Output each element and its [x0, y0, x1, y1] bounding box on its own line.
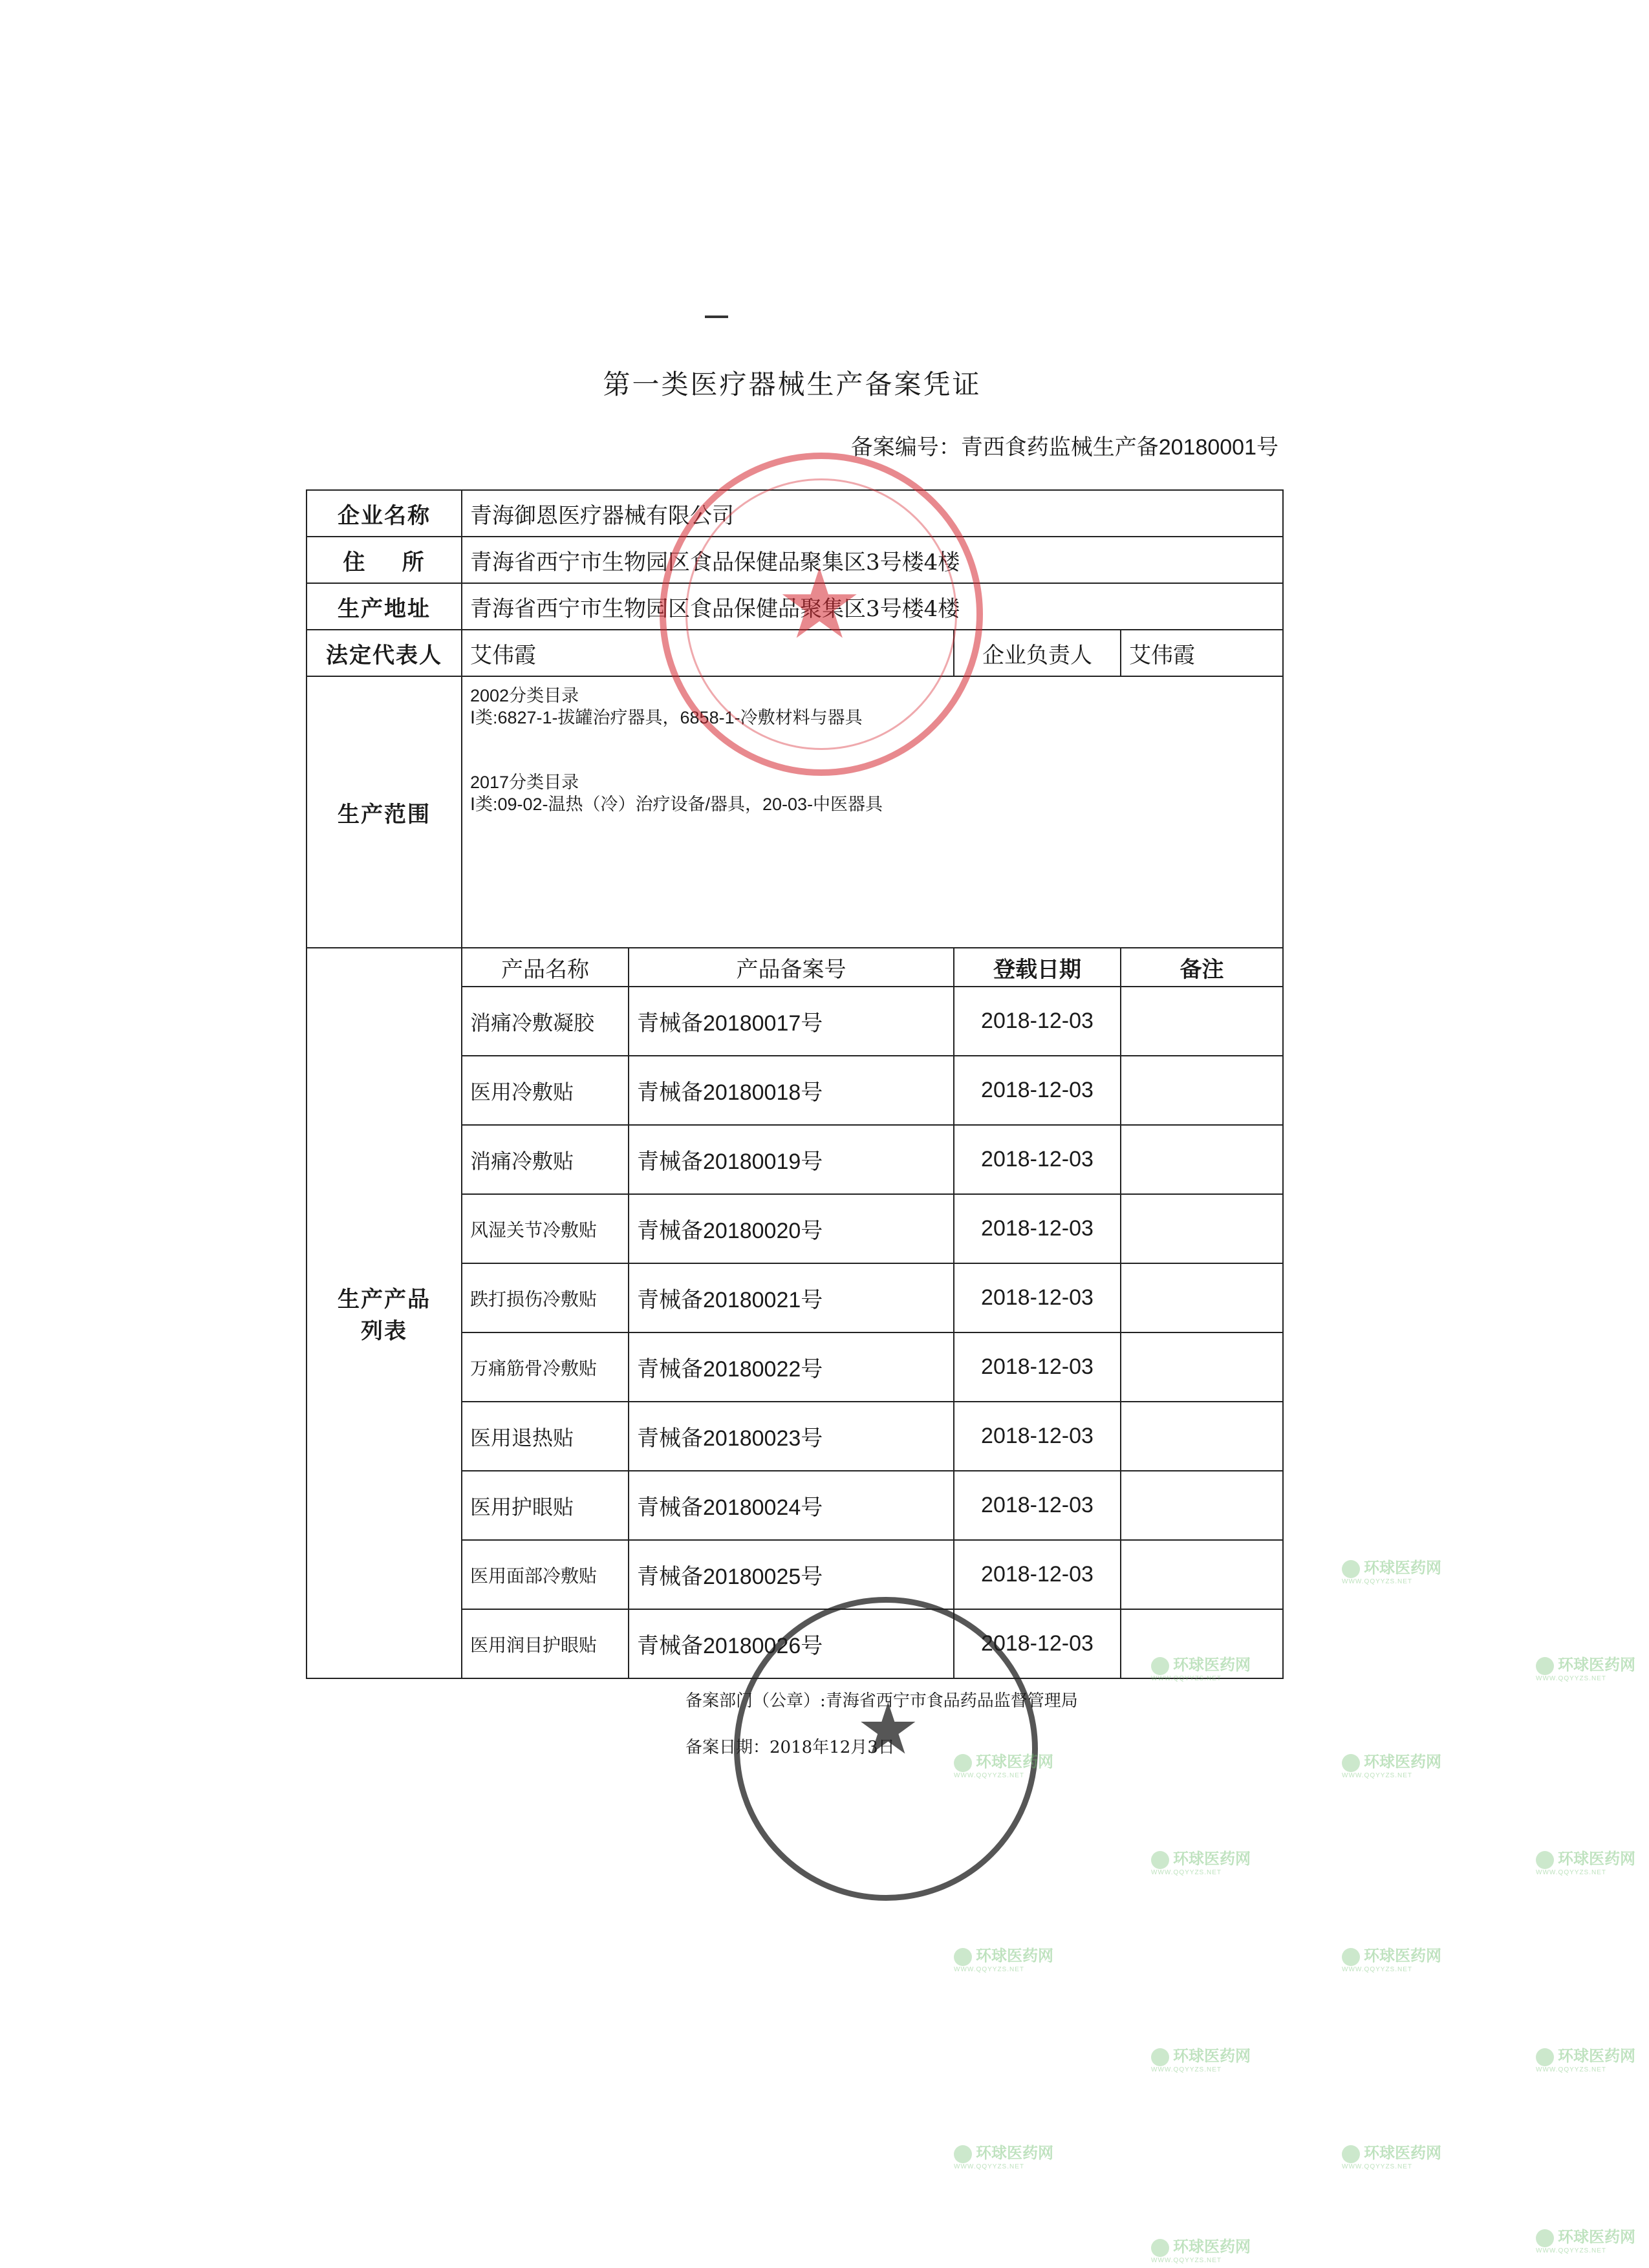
- product-record-number: 青械备20180021号: [629, 1263, 954, 1332]
- watermark-logo: 环球医药网 WWW.QQYYZS.NET: [1151, 1656, 1251, 1682]
- product-record-number: 青械备20180017号: [629, 987, 954, 1056]
- watermark-logo: 环球医药网 WWW.QQYYZS.NET: [1342, 2145, 1441, 2170]
- header-remark: 备注: [1121, 948, 1283, 987]
- product-record-number: 青械备20180020号: [629, 1194, 954, 1263]
- filing-department: 备案部门（公章）:青海省西宁市食品药品监督管理局: [685, 1691, 1078, 1711]
- product-date: 2018-12-03: [954, 987, 1121, 1056]
- product-name: 跌打损伤冷敷贴: [462, 1263, 629, 1332]
- representative-row: [307, 630, 1283, 676]
- principal-label: 企业负责人: [954, 630, 1121, 676]
- product-remark: [1121, 1471, 1283, 1540]
- scope-items-2002: Ⅰ类:6827-1-拔罐治疗器具，6858-1-冷敷材料与器具: [470, 708, 863, 727]
- company-value: 青海御恩医疗器械有限公司: [462, 490, 1283, 537]
- product-record-number: 青械备20180025号: [629, 1540, 954, 1609]
- product-date: 2018-12-03: [954, 1263, 1121, 1332]
- product-date: 2018-12-03: [954, 1332, 1121, 1402]
- product-remark: [1121, 1540, 1283, 1609]
- watermark-logo: 环球医药网 WWW.QQYYZS.NET: [954, 2145, 1053, 2170]
- watermark-logo: 环球医药网 WWW.QQYYZS.NET: [1151, 2238, 1251, 2264]
- production-site-row: [307, 583, 1283, 630]
- registration-table: [306, 489, 1284, 1679]
- product-remark: [1121, 1332, 1283, 1402]
- watermark-logo: 环球医药网 WWW.QQYYZS.NET: [1536, 2229, 1635, 2254]
- watermark-logo: 环球医药网 WWW.QQYYZS.NET: [954, 1947, 1053, 1973]
- product-name: 医用润目护眼贴: [462, 1609, 629, 1678]
- product-remark: [1121, 1402, 1283, 1471]
- watermark-logo: 环球医药网 WWW.QQYYZS.NET: [1536, 1656, 1635, 1682]
- watermark-logo: 环球医药网 WWW.QQYYZS.NET: [1342, 1753, 1441, 1779]
- product-remark: [1121, 1263, 1283, 1332]
- products-label-line1: 生产产品: [338, 1287, 431, 1312]
- scope-label: 生产范围: [307, 676, 462, 948]
- watermark-logo: 环球医药网 WWW.QQYYZS.NET: [954, 1753, 1053, 1779]
- record-number-line: [851, 429, 1278, 461]
- record-number-label: 备案编号：: [850, 434, 961, 460]
- scope-row: [307, 676, 1283, 948]
- product-record-number: 青械备20180022号: [629, 1332, 954, 1402]
- scope-catalog-2002: 2002分类目录: [470, 686, 579, 705]
- product-date: 2018-12-03: [954, 1402, 1121, 1471]
- product-record-number: 青械备20180026号: [629, 1609, 954, 1678]
- products-label: [307, 948, 462, 1678]
- watermark-logo: 环球医药网 WWW.QQYYZS.NET: [1536, 2048, 1635, 2073]
- document-title: 第一类医疗器械生产备案凭证: [603, 369, 982, 400]
- header-record-number: 产品备案号: [629, 948, 954, 987]
- product-remark: [1121, 1056, 1283, 1125]
- address-row: [307, 537, 1283, 583]
- products-label-line2: 列表: [361, 1318, 407, 1344]
- legal-rep-label: 法定代表人: [307, 630, 462, 676]
- watermark-logo: 环球医药网 WWW.QQYYZS.NET: [1342, 1559, 1441, 1585]
- scope-catalog-2017: 2017分类目录: [470, 773, 579, 792]
- address-value: 青海省西宁市生物园区食品保健品聚集区3号楼4楼: [462, 537, 1283, 583]
- product-record-number: 青械备20180023号: [629, 1402, 954, 1471]
- principal-value: 艾伟霞: [1121, 630, 1283, 676]
- company-row: [307, 490, 1283, 537]
- product-record-number: 青械备20180019号: [629, 1125, 954, 1194]
- watermark-logo: 环球医药网 WWW.QQYYZS.NET: [1151, 1850, 1251, 1876]
- production-site-label: 生产地址: [307, 583, 462, 630]
- product-record-number: 青械备20180024号: [629, 1471, 954, 1540]
- product-date: 2018-12-03: [954, 1540, 1121, 1609]
- record-number-value: 青西食药监械生产备20180001号: [960, 435, 1278, 460]
- company-label: 企业名称: [307, 490, 462, 537]
- product-name: 医用面部冷敷贴: [462, 1540, 629, 1609]
- product-name: 医用护眼贴: [462, 1471, 629, 1540]
- product-name: 消痛冷敷凝胶: [462, 987, 629, 1056]
- seal-star-icon: ★: [776, 548, 863, 661]
- scope-content: [462, 676, 1283, 948]
- product-name: 医用退热贴: [462, 1402, 629, 1471]
- filing-date: 备案日期：2018年12月3日: [685, 1738, 895, 1757]
- address-label: 住 所: [307, 537, 462, 583]
- product-name: 风湿关节冷敷贴: [462, 1194, 629, 1263]
- watermark-logo: 环球医药网 WWW.QQYYZS.NET: [1151, 2048, 1251, 2073]
- scope-items-2017: Ⅰ类:09-02-温热（冷）治疗设备/器具，20-03-中医器具: [470, 795, 883, 814]
- product-remark: [1121, 1194, 1283, 1263]
- product-date: 2018-12-03: [954, 1125, 1121, 1194]
- header-product-name: 产品名称: [462, 948, 629, 987]
- product-date: 2018-12-03: [954, 1471, 1121, 1540]
- product-name: 消痛冷敷贴: [462, 1125, 629, 1194]
- scan-mark: [705, 316, 728, 318]
- product-remark: [1121, 987, 1283, 1056]
- watermark-logo: 环球医药网 WWW.QQYYZS.NET: [1536, 1850, 1635, 1876]
- product-date: 2018-12-03: [954, 1194, 1121, 1263]
- seal-star-icon: ★: [856, 1687, 920, 1770]
- production-site-value: 青海省西宁市生物园区食品保健品聚集区3号楼4楼: [462, 583, 1283, 630]
- product-remark: [1121, 1125, 1283, 1194]
- product-name: 万痛筋骨冷敷贴: [462, 1332, 629, 1402]
- product-date: 2018-12-03: [954, 1609, 1121, 1678]
- legal-rep-value: 艾伟霞: [462, 630, 954, 676]
- products-header-row: [307, 948, 1283, 987]
- product-record-number: 青械备20180018号: [629, 1056, 954, 1125]
- product-name: 医用冷敷贴: [462, 1056, 629, 1125]
- product-date: 2018-12-03: [954, 1056, 1121, 1125]
- header-date: 登载日期: [954, 948, 1121, 987]
- watermark-logo: 环球医药网 WWW.QQYYZS.NET: [1342, 1947, 1441, 1973]
